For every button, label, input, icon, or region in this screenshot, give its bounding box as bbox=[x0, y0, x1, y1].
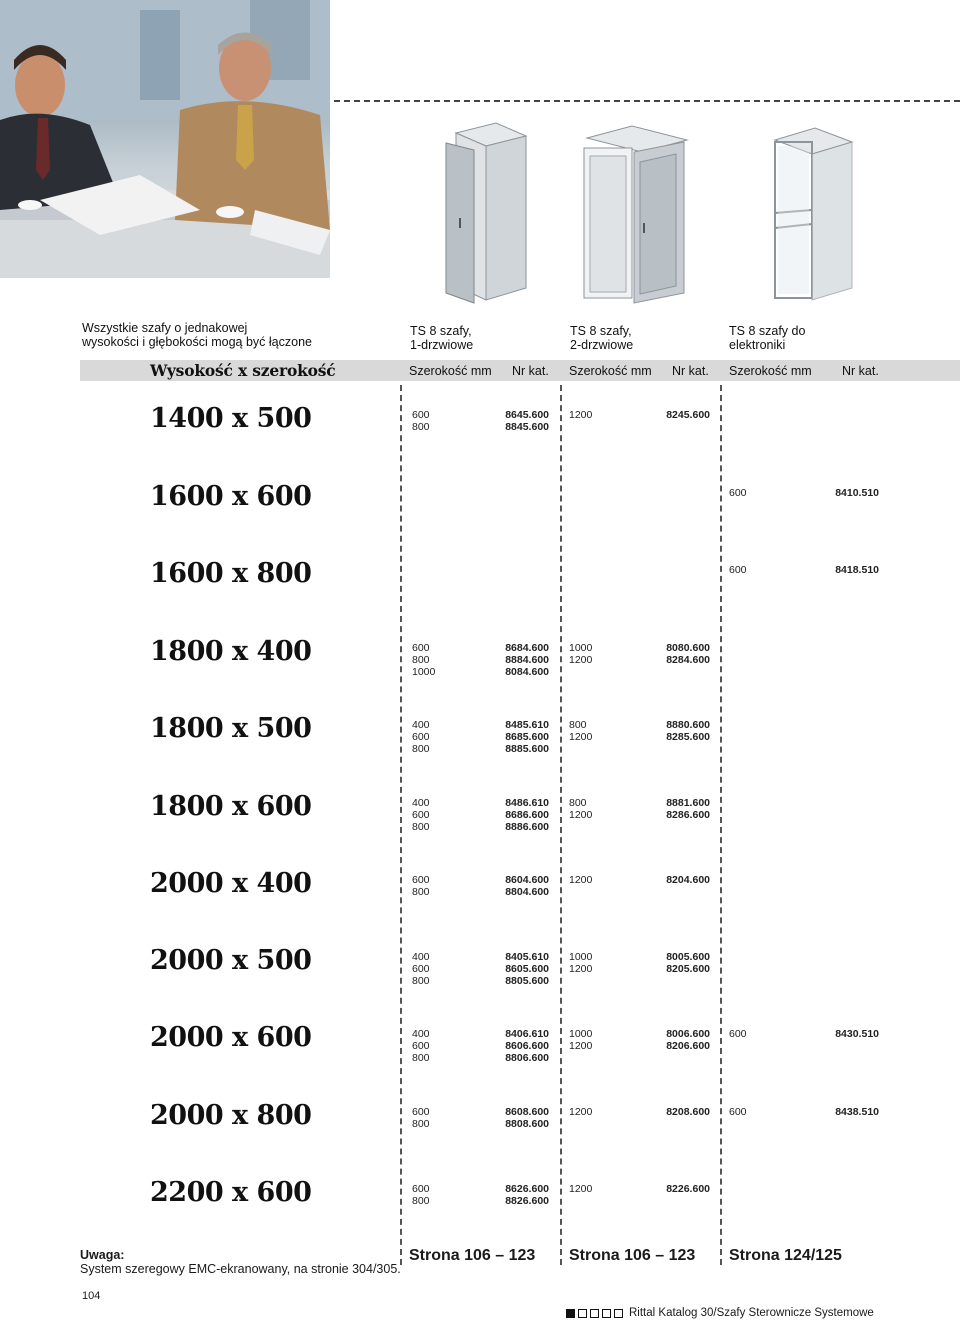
row-size-label: 1400 x 500 bbox=[150, 403, 312, 434]
table-cell-c3 bbox=[729, 1028, 879, 1040]
table-row bbox=[729, 487, 879, 499]
width-value: 600 bbox=[729, 1106, 747, 1118]
width-value: 600 bbox=[729, 487, 747, 499]
width-value: 600 bbox=[412, 409, 430, 421]
column-separator bbox=[560, 385, 562, 1265]
width-header-col1: Szerokość mm bbox=[409, 364, 492, 378]
catalog-number: 8245.600 bbox=[666, 409, 710, 421]
row-size-label: 2000 x 600 bbox=[150, 1022, 312, 1053]
catalog-number: 8405.610 bbox=[505, 951, 549, 963]
filled-square-icon bbox=[566, 1309, 575, 1318]
width-value: 800 bbox=[412, 743, 430, 755]
width-value: 800 bbox=[412, 1118, 430, 1130]
catalog-number: 8206.600 bbox=[666, 1040, 710, 1052]
table-row bbox=[569, 874, 710, 886]
table-row bbox=[569, 731, 710, 743]
catalog-number: 8626.600 bbox=[505, 1183, 549, 1195]
intro-line-1: Wszystkie szafy o jednakowej bbox=[82, 321, 248, 335]
column-separator bbox=[720, 385, 722, 1265]
table-row bbox=[412, 731, 549, 743]
width-value: 600 bbox=[412, 731, 430, 743]
table-row bbox=[412, 821, 549, 833]
width-value: 400 bbox=[412, 797, 430, 809]
catalog-number: 8808.600 bbox=[505, 1118, 549, 1130]
width-value: 1000 bbox=[569, 1028, 593, 1040]
table-cell-c2 bbox=[569, 797, 710, 821]
catalog-header-col1: Nr kat. bbox=[512, 364, 549, 378]
row-size-label: 1600 x 800 bbox=[150, 558, 312, 589]
catalog-number: 8826.600 bbox=[505, 1195, 549, 1207]
empty-square-icon bbox=[602, 1309, 611, 1318]
catalog-number: 8806.600 bbox=[505, 1052, 549, 1064]
table-cell-c2 bbox=[569, 1106, 710, 1118]
page-number: 104 bbox=[82, 1290, 101, 1302]
table-row bbox=[412, 963, 549, 975]
catalog-number: 8084.600 bbox=[505, 666, 549, 678]
column-title-double-door bbox=[570, 324, 633, 352]
table-row bbox=[569, 951, 710, 963]
table-row bbox=[412, 1118, 549, 1130]
table-row bbox=[412, 642, 549, 654]
width-value: 800 bbox=[412, 1052, 430, 1064]
catalog-number: 8204.600 bbox=[666, 874, 710, 886]
table-cell-c2 bbox=[569, 642, 710, 666]
table-cell-c2 bbox=[569, 1028, 710, 1052]
table-cell-c1 bbox=[412, 1183, 549, 1207]
column-title-line-2: 2-drzwiowe bbox=[570, 338, 634, 352]
width-value: 800 bbox=[412, 421, 430, 433]
table-cell-c1 bbox=[412, 409, 549, 433]
table-cell-c3 bbox=[729, 1106, 879, 1118]
catalog-number: 8880.600 bbox=[666, 719, 710, 731]
width-value: 600 bbox=[729, 1028, 747, 1040]
table-row bbox=[569, 1028, 710, 1040]
table-row bbox=[569, 963, 710, 975]
table-row bbox=[569, 642, 710, 654]
column-title-line-1: TS 8 szafy, bbox=[410, 324, 472, 338]
catalog-header-col3: Nr kat. bbox=[842, 364, 879, 378]
width-value: 1200 bbox=[569, 963, 593, 975]
width-value: 1200 bbox=[569, 1106, 593, 1118]
width-value: 800 bbox=[412, 821, 430, 833]
width-value: 600 bbox=[729, 564, 747, 576]
empty-square-icon bbox=[590, 1309, 599, 1318]
catalog-number: 8006.600 bbox=[666, 1028, 710, 1040]
table-cell-c1 bbox=[412, 951, 549, 987]
catalog-number: 8604.600 bbox=[505, 874, 549, 886]
catalog-number: 8684.600 bbox=[505, 642, 549, 654]
table-row bbox=[569, 654, 710, 666]
column-title-line-1: TS 8 szafy do bbox=[729, 324, 806, 338]
width-value: 1200 bbox=[569, 874, 593, 886]
width-value: 1200 bbox=[569, 1040, 593, 1052]
catalog-number: 8486.610 bbox=[505, 797, 549, 809]
table-cell-c1 bbox=[412, 642, 549, 678]
table-cell-c2 bbox=[569, 719, 710, 743]
width-value: 800 bbox=[569, 719, 587, 731]
table-row bbox=[569, 797, 710, 809]
table-row bbox=[729, 1028, 879, 1040]
width-value: 1200 bbox=[569, 409, 593, 421]
width-value: 600 bbox=[412, 874, 430, 886]
catalog-number: 8608.600 bbox=[505, 1106, 549, 1118]
table-cell-c1 bbox=[412, 874, 549, 898]
double-door-cabinet-illustration bbox=[572, 118, 702, 308]
table-row bbox=[569, 1040, 710, 1052]
width-value: 1200 bbox=[569, 654, 593, 666]
intro-text bbox=[82, 321, 382, 349]
width-header-col3: Szerokość mm bbox=[729, 364, 812, 378]
catalog-number: 8418.510 bbox=[835, 564, 879, 576]
table-row bbox=[412, 666, 549, 678]
table-row bbox=[729, 1106, 879, 1118]
table-row bbox=[569, 1106, 710, 1118]
width-value: 800 bbox=[412, 886, 430, 898]
footer-brand bbox=[566, 1307, 874, 1319]
width-value: 600 bbox=[412, 1040, 430, 1052]
table-row bbox=[412, 1052, 549, 1064]
row-size-label: 1800 x 500 bbox=[150, 713, 312, 744]
table-row bbox=[569, 1183, 710, 1195]
width-value: 400 bbox=[412, 719, 430, 731]
table-cell-c1 bbox=[412, 797, 549, 833]
catalog-number: 8804.600 bbox=[505, 886, 549, 898]
table-row bbox=[412, 951, 549, 963]
page-ref-col1: Strona 106 – 123 bbox=[409, 1247, 536, 1264]
table-cell-c2 bbox=[569, 409, 710, 421]
size-column-header: Wysokość x szerokość bbox=[150, 361, 336, 380]
width-value: 600 bbox=[412, 809, 430, 821]
width-value: 1200 bbox=[569, 809, 593, 821]
table-row bbox=[729, 564, 879, 576]
width-value: 1000 bbox=[412, 666, 436, 678]
table-cell-c3 bbox=[729, 487, 879, 499]
single-door-cabinet-illustration bbox=[436, 118, 556, 308]
catalog-number: 8285.600 bbox=[666, 731, 710, 743]
intro-line-2: wysokości i głębokości mogą być łączone bbox=[82, 335, 312, 349]
catalog-number: 8886.600 bbox=[505, 821, 549, 833]
table-row bbox=[569, 409, 710, 421]
table-row bbox=[569, 809, 710, 821]
width-value: 1000 bbox=[569, 951, 593, 963]
catalog-header-col2: Nr kat. bbox=[672, 364, 709, 378]
row-size-label: 2000 x 400 bbox=[150, 868, 312, 899]
width-value: 400 bbox=[412, 951, 430, 963]
table-row bbox=[412, 874, 549, 886]
column-title-line-2: elektroniki bbox=[729, 338, 786, 352]
catalog-number: 8005.600 bbox=[666, 951, 710, 963]
note-text: System szeregowy EMC-ekranowany, na stronie 304/305. bbox=[80, 1262, 401, 1276]
catalog-number: 8205.600 bbox=[666, 963, 710, 975]
catalog-number: 8438.510 bbox=[835, 1106, 879, 1118]
catalog-number: 8226.600 bbox=[666, 1183, 710, 1195]
table-cell-c2 bbox=[569, 874, 710, 886]
catalog-number: 8645.600 bbox=[505, 409, 549, 421]
table-cell-c1 bbox=[412, 1028, 549, 1064]
column-title-line-2: 1-drzwiowe bbox=[410, 338, 474, 352]
page-ref-col2: Strona 106 – 123 bbox=[569, 1247, 696, 1264]
catalog-number: 8685.600 bbox=[505, 731, 549, 743]
table-cell-c1 bbox=[412, 1106, 549, 1130]
page-ref-col3: Strona 124/125 bbox=[729, 1247, 842, 1264]
catalog-number: 8881.600 bbox=[666, 797, 710, 809]
width-value: 400 bbox=[412, 1028, 430, 1040]
width-value: 1000 bbox=[569, 642, 593, 654]
catalog-number: 8605.600 bbox=[505, 963, 549, 975]
table-row bbox=[412, 1106, 549, 1118]
catalog-number: 8286.600 bbox=[666, 809, 710, 821]
column-separator bbox=[400, 385, 402, 1265]
row-size-label: 1800 x 400 bbox=[150, 636, 312, 667]
width-value: 600 bbox=[412, 1183, 430, 1195]
table-row bbox=[412, 1028, 549, 1040]
table-cell-c2 bbox=[569, 1183, 710, 1195]
table-row bbox=[412, 975, 549, 987]
column-title-electronics bbox=[729, 324, 805, 352]
table-row bbox=[412, 409, 549, 421]
business-meeting-photo bbox=[0, 0, 330, 278]
row-size-label: 2000 x 500 bbox=[150, 945, 312, 976]
table-cell-c1 bbox=[412, 719, 549, 755]
table-row bbox=[412, 654, 549, 666]
width-value: 800 bbox=[412, 1195, 430, 1207]
catalog-number: 8284.600 bbox=[666, 654, 710, 666]
width-value: 800 bbox=[412, 654, 430, 666]
width-header-col2: Szerokość mm bbox=[569, 364, 652, 378]
row-size-label: 1800 x 600 bbox=[150, 791, 312, 822]
empty-square-icon bbox=[578, 1309, 587, 1318]
table-row bbox=[412, 1195, 549, 1207]
catalog-number: 8845.600 bbox=[505, 421, 549, 433]
catalog-number: 8485.610 bbox=[505, 719, 549, 731]
table-row bbox=[412, 421, 549, 433]
width-value: 600 bbox=[412, 963, 430, 975]
row-size-label: 2000 x 800 bbox=[150, 1100, 312, 1131]
column-title-single-door bbox=[410, 324, 473, 352]
electronics-cabinet-illustration bbox=[770, 118, 860, 308]
table-cell-c3 bbox=[729, 564, 879, 576]
width-value: 600 bbox=[412, 1106, 430, 1118]
footer-text: Rittal Katalog 30/Szafy Sterownicze Systemowe bbox=[629, 1307, 874, 1319]
catalog-number: 8805.600 bbox=[505, 975, 549, 987]
width-value: 600 bbox=[412, 642, 430, 654]
catalog-number: 8406.610 bbox=[505, 1028, 549, 1040]
catalog-number: 8686.600 bbox=[505, 809, 549, 821]
table-row bbox=[569, 719, 710, 731]
catalog-number: 8080.600 bbox=[666, 642, 710, 654]
table-row bbox=[412, 1183, 549, 1195]
width-value: 1200 bbox=[569, 1183, 593, 1195]
width-value: 1200 bbox=[569, 731, 593, 743]
catalog-number: 8208.600 bbox=[666, 1106, 710, 1118]
table-row bbox=[412, 886, 549, 898]
catalog-number: 8410.510 bbox=[835, 487, 879, 499]
empty-square-icon bbox=[614, 1309, 623, 1318]
row-size-label: 2200 x 600 bbox=[150, 1177, 312, 1208]
catalog-number: 8885.600 bbox=[505, 743, 549, 755]
catalog-number: 8606.600 bbox=[505, 1040, 549, 1052]
row-size-label: 1600 x 600 bbox=[150, 481, 312, 512]
catalog-number: 8884.600 bbox=[505, 654, 549, 666]
table-row bbox=[412, 797, 549, 809]
table-row bbox=[412, 809, 549, 821]
catalog-number: 8430.510 bbox=[835, 1028, 879, 1040]
width-value: 800 bbox=[412, 975, 430, 987]
column-title-line-1: TS 8 szafy, bbox=[570, 324, 632, 338]
note-label: Uwaga: bbox=[80, 1248, 125, 1262]
table-row bbox=[412, 719, 549, 731]
table-cell-c2 bbox=[569, 951, 710, 975]
table-row bbox=[412, 743, 549, 755]
width-value: 800 bbox=[569, 797, 587, 809]
photo-divider-line bbox=[334, 100, 960, 102]
table-row bbox=[412, 1040, 549, 1052]
